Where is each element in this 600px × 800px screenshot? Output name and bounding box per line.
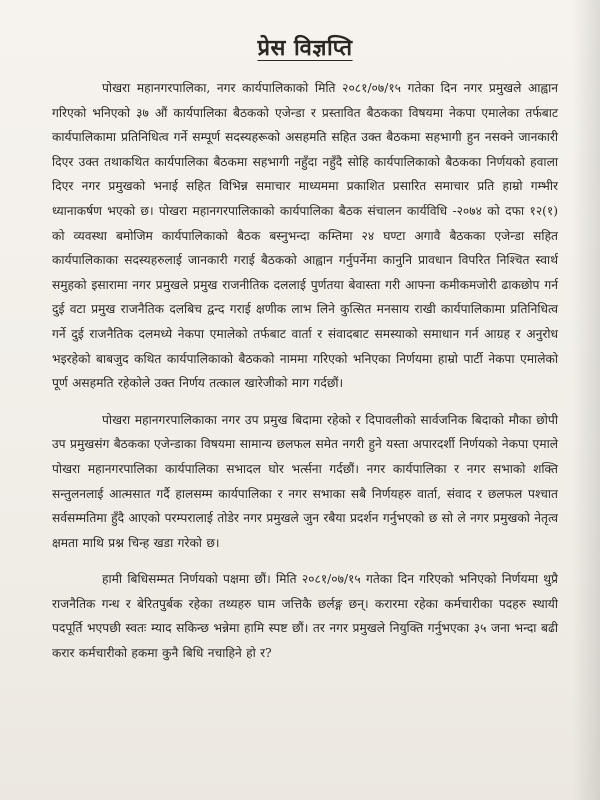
page-edge-shadow — [572, 0, 600, 800]
paragraph-2: पोखरा महानगरपालिकाका नगर उप प्रमुख बिदामा रहेको र दिपावलीको सार्वजनिक बिदाको मौका छोपी उप प्रमुखसंग बैठकका एजेन्डाका विषयमा सामान्य छलफल समेत नगरी हुने यस्ता अपारदर्शी निर्णयको नेकपा एमाले पोखरा महानगरपालिका कार्यपालिका सभादल घोर भर्त्सना गर्दछौं। नगर कार्यपालिका र नगर सभाको शक्ति सन्तुलनलाई आत्मसात गर्दै हालसम्म कार्यपालिका र नगर सभाका सबै निर्णयहरु वार्ता, संवाद र छलफल पश्चात सर्वसम्मतिमा हुँदै आएको परम्परालाई तोडेर नगर प्रमुखले जुन रबैया प्रदर्शन गर्नुभएको छ सो ले नगर प्रमुखको नेतृत्व क्षमता माथि प्रश्न चिन्ह खडा गरेको छ। — [52, 412, 558, 550]
paragraph-3: हामी बिधिसम्मत निर्णयको पक्षमा छौं। मिति २०८१/०७/१५ गतेका दिन गरिएको भनिएको निर्णयमा थुप्रै राजनैतिक गन्ध र बेरितपुर्बक रहेका तथ्यहरु घाम जत्तिकै छर्लङ्ग छन्। करारमा रहेका कर्मचारीका पदहरु स्थायी पदपूर्ति भएपछी स्वतः म्याद सकिन्छ भन्नेमा हामि स्पष्ट छौं। तर नगर प्रमुखले नियुक्ति गर्नुभएका ३५ जना भन्दा बढी करार कर्मचारीको हकमा कुनै बिधि नचाहिने हो र? — [52, 572, 558, 661]
page-title: प्रेस विज्ञप्ति — [257, 35, 353, 61]
paragraph-1: पोखरा महानगरपालिका, नगर कार्यपालिकाको मिति २०८१/०७/१५ गतेका दिन नगर प्रमुखले आह्वान गरिएको भनिएको ३७ औं कार्यपालिका बैठकको एजेन्डा र प्रस्तावित बैठकका विषयमा नेकपा एमालेका तर्फबाट कार्यपालिकामा प्रतिनिधित्व गर्ने सम्पूर्ण सदस्यहरूको असहमति सहित उक्त बैठकमा सहभागी हुन नसक्ने जानकारी दिएर उक्त तथाकथित कार्यपालिका बैठकमा सहभागी नहुँदा नहुँदै सोहि कार्यपालिकाको बैठकका निर्णयको हवाला दिएर नगर प्रमुखको भनाई सहित विभिन्न समाचार माध्यममा प्रकाशित प्रसारित समाचार प्रति हाम्रो गम्भीर ध्यानाकर्षण भएको छ। पोखरा महानगरपालिकाको कार्यपालिका बैठक संचालन कार्यविधि -२०७४ को दफा १२(१) को व्यवस्था बमोजिम कार्यपालिकाको बैठक बस्नुभन्दा कम्तिमा २४ घण्टा अगावै बैठकका एजेन्डा सहित कार्यपालिकाका सदस्यहरुलाई जानकारी गराई बैठकको आह्वान गर्नुपर्नेमा कानुनि प्रावधान विपरित निश्चित स्वार्थ समुहको इसारामा नगर प्रमुखले प्रमुख राजनीतिक दललाई पुर्णतया बेवास्ता गरी आफ्ना कमीकमजोरी ढाकछोप गर्न दुई वटा प्रमुख राजनैतिक दलबिच द्वन्द गराई क्षणीक लाभ लिने कुत्सित मनसाय राखी कार्यपालिकामा प्रतिनिधित्व गर्ने दुई राजनैतिक दलमध्ये नेकपा एमालेको तर्फबाट वार्ता र संवादबाट समस्याको समाधान गर्न आग्रह र अनुरोध भइरहेको बाबजुद कथित कार्यपालिकाको बैठकको नाममा गरिएको भनिएका निर्णयमा हाम्रो पार्टी नेकपा एमालेको पूर्ण असहमति रहेकोले उक्त निर्णय तत्काल खारेजीको माग गर्दछौं। — [52, 81, 558, 391]
